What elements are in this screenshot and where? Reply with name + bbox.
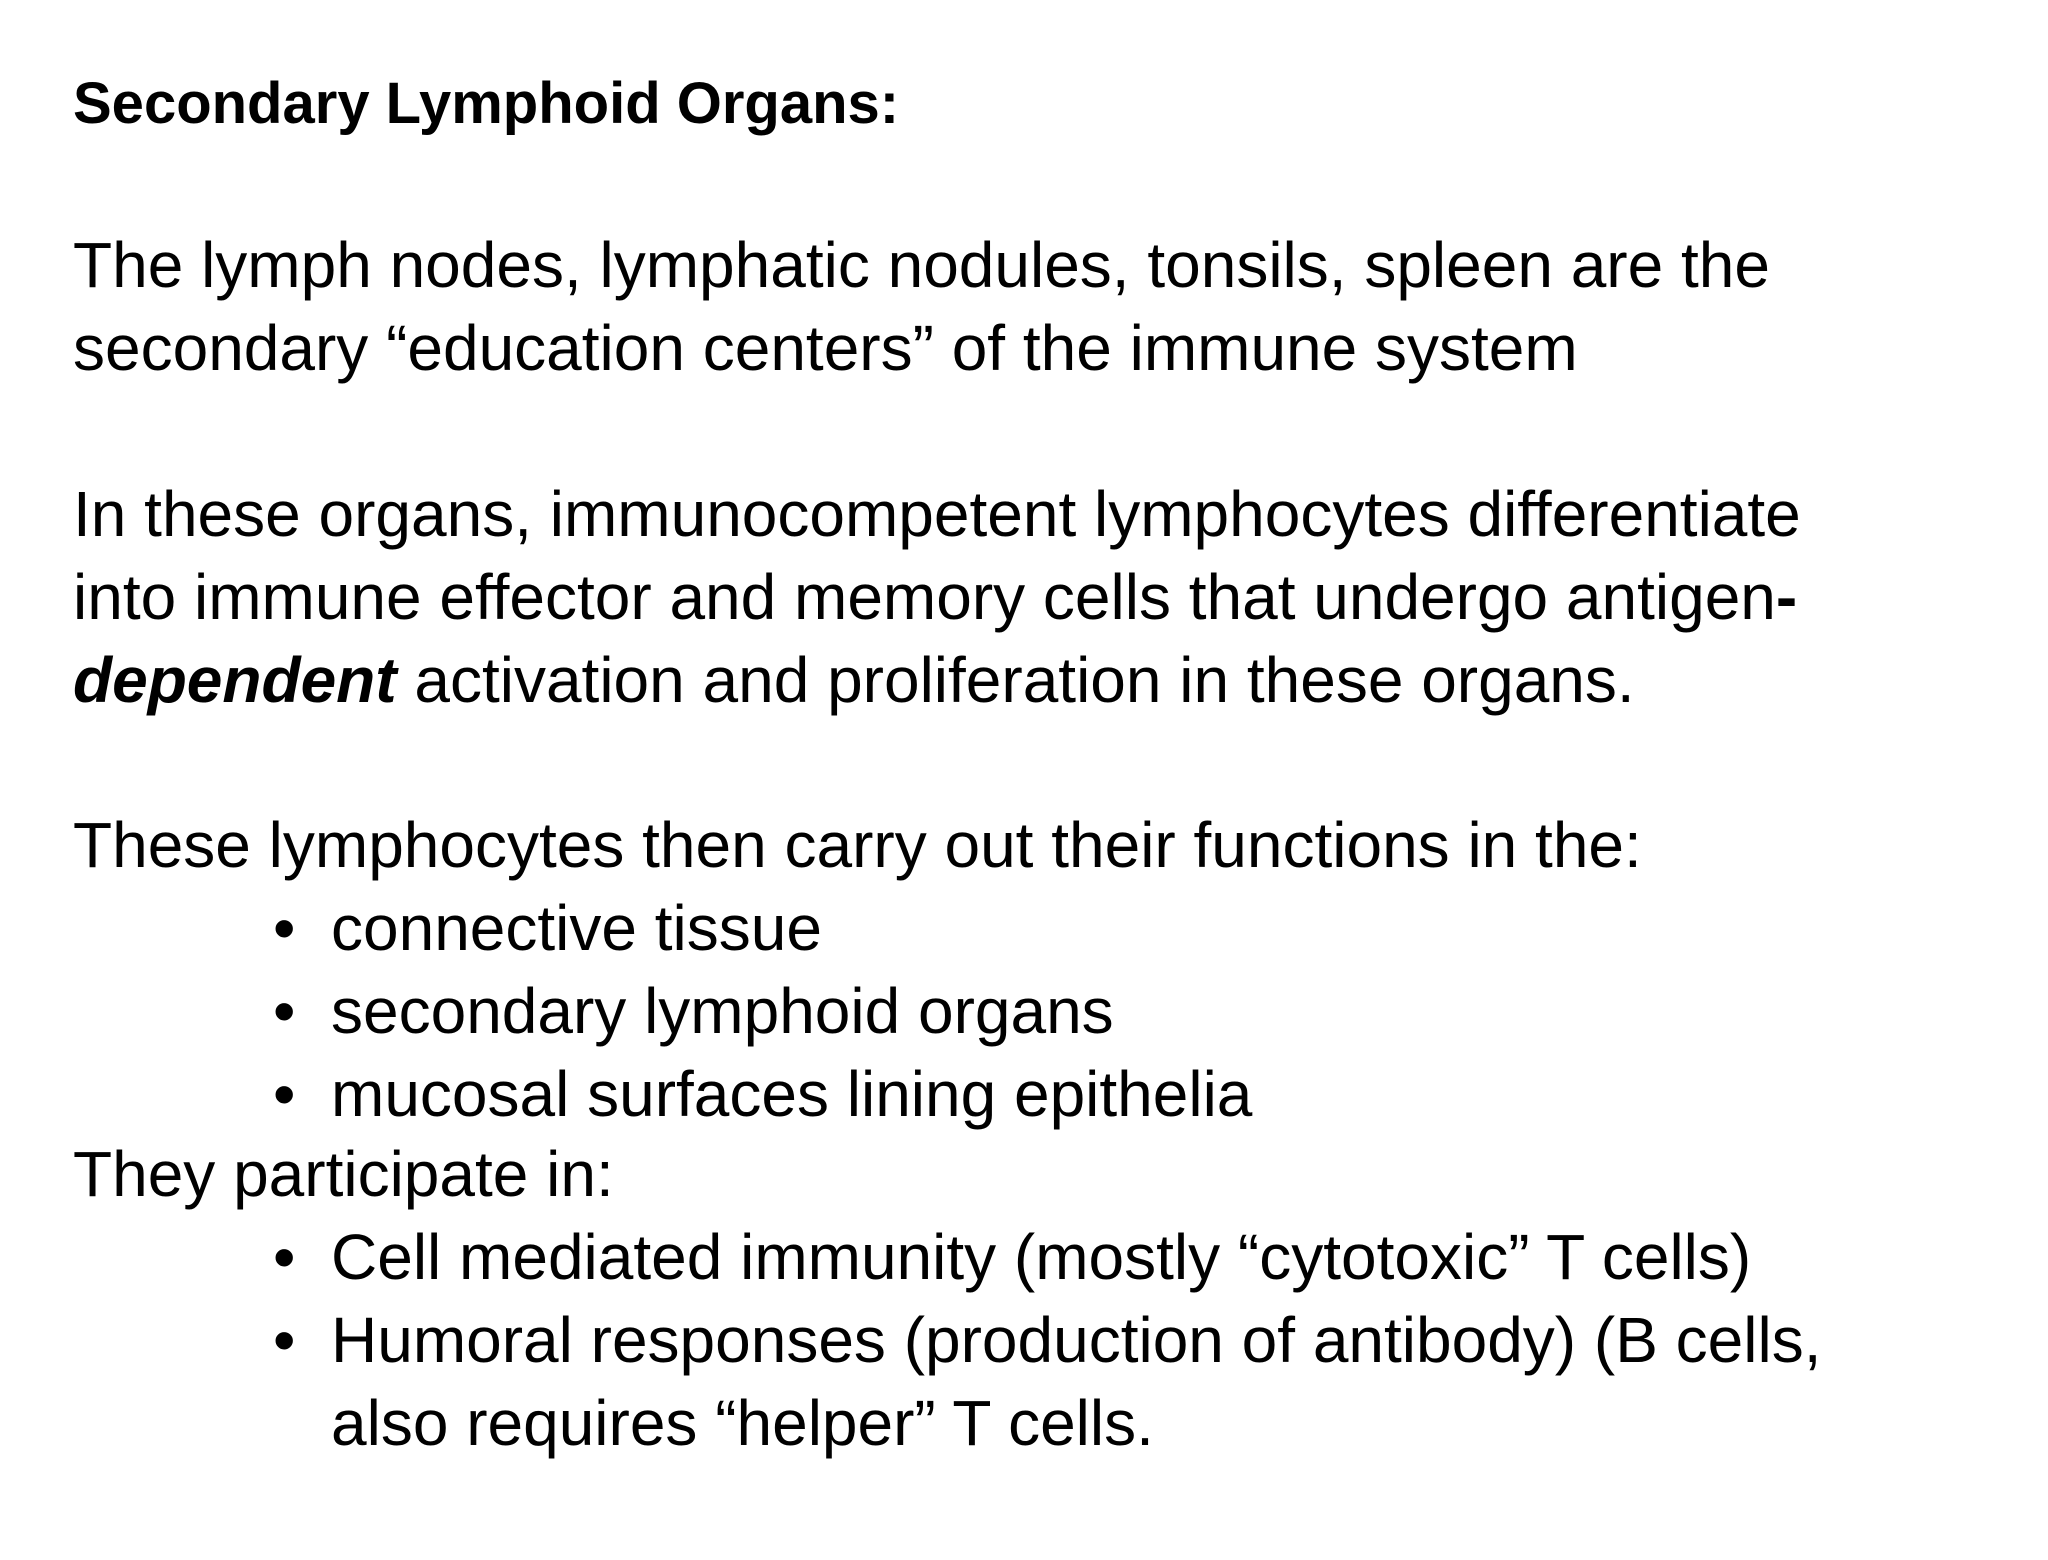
functions-list	[273, 887, 1252, 1136]
list-item-text: connective tissue	[331, 892, 822, 964]
list-item-text: mucosal surfaces lining epithelia	[331, 1058, 1253, 1130]
bullet-icon: •	[273, 1221, 296, 1293]
paragraph-functions-intro: These lymphocytes then carry out their functions in the:	[73, 809, 1642, 881]
list-item-text: Cell mediated immunity (mostly “cytotoxic” T cells)	[331, 1221, 1752, 1293]
paragraph-participation-intro: They participate in:	[73, 1138, 614, 1210]
list-item	[273, 1053, 1252, 1136]
paragraph-text: into immune effector and memory cells that undergo antigen	[73, 561, 1776, 633]
bullet-icon: •	[273, 975, 296, 1047]
emphasis-dependent: dependent	[73, 644, 397, 716]
paragraph-text: activation and proliferation in these organs.	[396, 644, 1635, 716]
list-item	[273, 1216, 1821, 1299]
list-item-text: secondary lymphoid organs	[331, 975, 1114, 1047]
list-item	[273, 1299, 1821, 1465]
list-item	[273, 970, 1252, 1053]
paragraph-line: The lymph nodes, lymphatic nodules, tonsils, spleen are the	[73, 229, 1770, 301]
bullet-icon: •	[273, 892, 296, 964]
bullet-icon: •	[273, 1058, 296, 1130]
paragraph-line	[73, 639, 1801, 722]
slide-title: Secondary Lymphoid Organs:	[73, 71, 900, 136]
paragraph-differentiation	[73, 473, 1801, 722]
bullet-icon: •	[273, 1304, 296, 1376]
list-item-text: Humoral responses (production of antibody) (B cells,	[331, 1304, 1822, 1376]
bold-hyphen: -	[1775, 561, 1798, 633]
slide	[73, 0, 2003, 1560]
paragraph-lymph-nodes	[73, 224, 1770, 390]
paragraph-line: secondary “education centers” of the immune system	[73, 312, 1578, 384]
list-item-text-continued: also requires “helper” T cells.	[331, 1387, 1154, 1459]
paragraph-line: In these organs, immunocompetent lymphocytes differentiate	[73, 478, 1801, 550]
list-item	[273, 887, 1252, 970]
paragraph-line	[73, 556, 1801, 639]
participation-list	[273, 1216, 1821, 1465]
